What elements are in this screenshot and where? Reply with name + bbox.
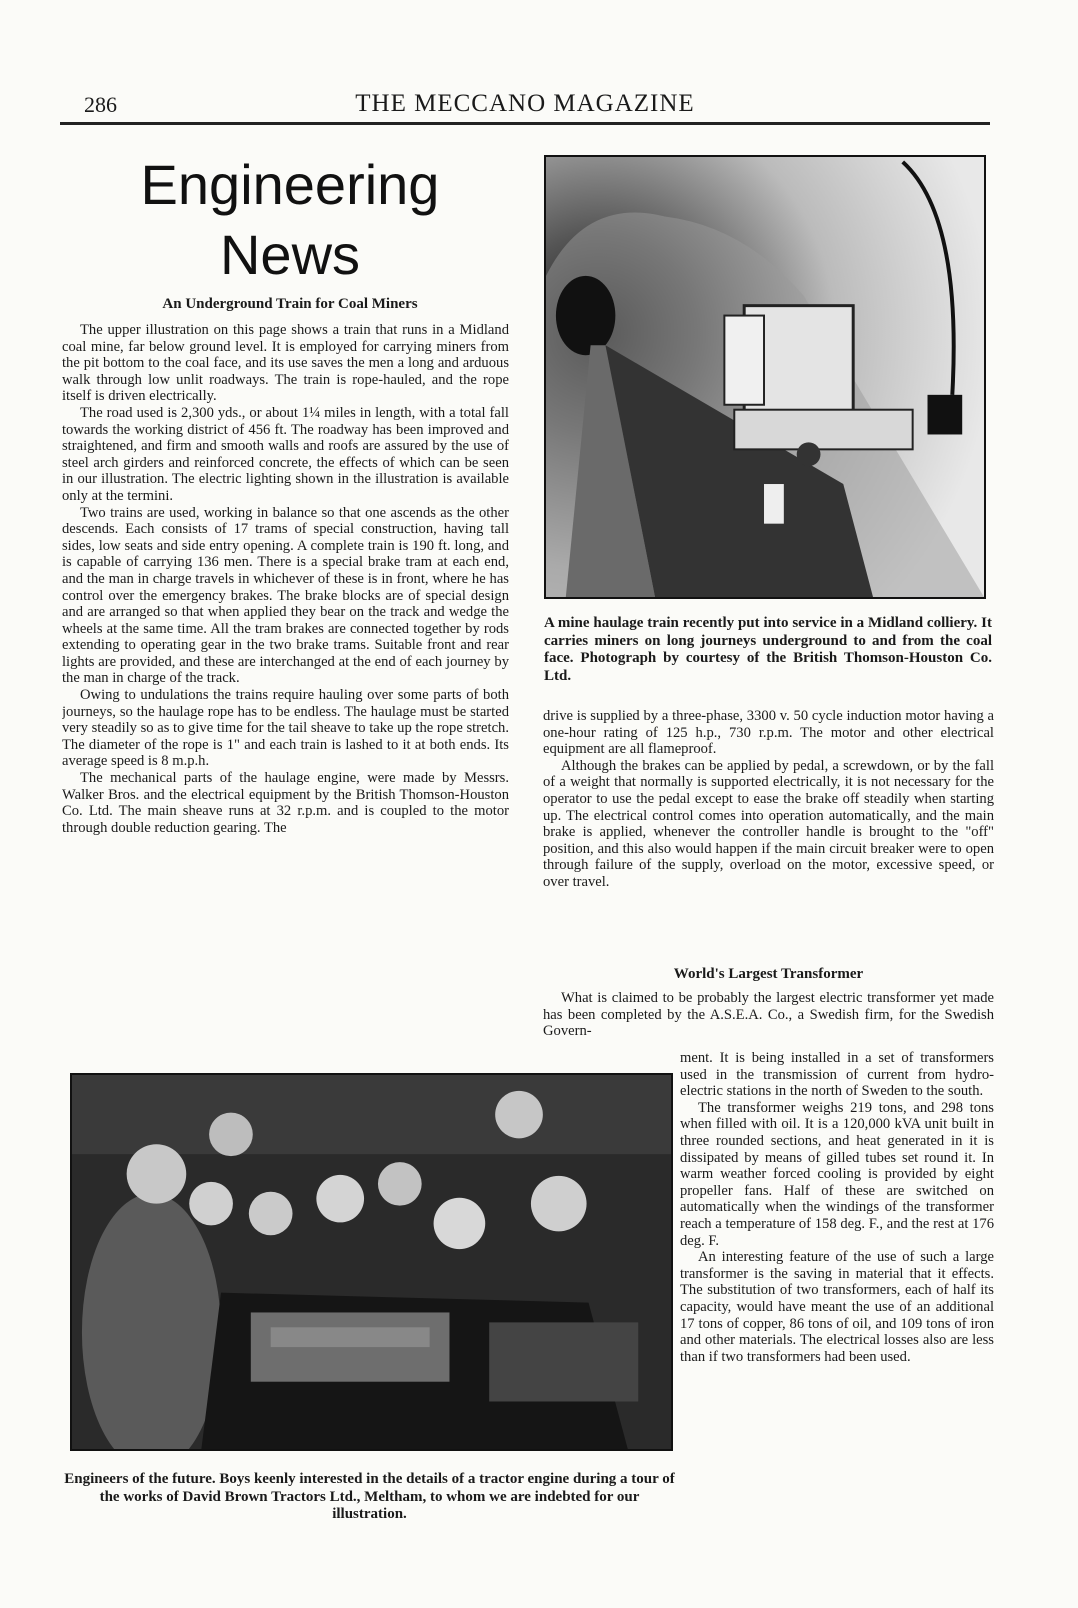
figure2-caption: Engineers of the future. Boys keenly interested in the details of a tractor engine during a tour of the works of David Brown Tractors Ltd., Meltham, to whom we are indebted for our illustration. [64, 1471, 675, 1522]
page-number: 286 [84, 92, 117, 117]
section-title-line1: Engineering [140, 153, 440, 216]
article2-paragraph: The transformer weighs 219 tons, and 298 tons when filled with oil. It is a 120,000 kVA unit built in three rounded sections, and heat generated in it is dissipated by means of gilled tubes set round it. In warm weather forced cooling is provided by eight propeller fans. Half of these are switched on automatically when the windings of the transformer reach a temperature of 158 deg. F., and the rest at 176 deg. F. [680, 1099, 994, 1249]
section-title [110, 150, 470, 290]
article1-paragraph: The road used is 2,300 yds., or about 1¼ miles in length, with a total fall towards the working district of 456 ft. The roadway has been improved and straightened, and firm and smooth walls and roofs are assured by the use of steel arch girders and reinforced concrete, the effects of which can be seen in our illustration. The electric lighting shown in the illustration is available only at the termini. [62, 404, 509, 504]
article1-paragraph: The mechanical parts of the haulage engine, were made by Messrs. Walker Bros. and the electrical equipment by the British Thomson-Houston Co. Ltd. The main sheave runs at 32 r.p.m. and is coupled to the motor through double reduction gearing. The [62, 770, 509, 836]
article1-column2 [543, 708, 994, 964]
article1-column1 [62, 322, 509, 1042]
article2-column [680, 1050, 994, 1530]
page-header [60, 88, 990, 118]
article1-paragraph: Although the brakes can be applied by pedal, a screwdown, or by the fall of a weight that normally is supported electrically, it is not necessary for the operator to use the pedal except to ease the brake off steadily when starting up. The electrical control comes into operation automatically, and the main brake is applied, whenever the controller handle is brought to the "off" position, and this also would happen if the main circuit breaker were to open through failure of the supply, overload on the motor, excessive speed, or over travel. [543, 757, 994, 890]
article1-paragraph: Owing to undulations the trains require hauling over some parts of both journeys, so the haulage rope has to be endless. The haulage must be started very steadily so as to give time for the tail sheave to take up the rope stretch. The diameter of the rope is 1" and each train is lashed to it at both ends. Its average speed is 8 m.p.h. [62, 687, 509, 770]
article2-paragraph: ment. It is being installed in a set of transformers used in the transmission of current from hydro-electric stations in the north of Sweden to the south. [680, 1050, 994, 1100]
section-title-line2: News [219, 223, 361, 286]
article1-heading: An Underground Train for Coal Miners [162, 296, 418, 312]
magazine-title: THE MECCANO MAGAZINE [355, 90, 695, 117]
article2-heading: World's Largest Transformer [673, 966, 864, 982]
article2-paragraph: What is claimed to be probably the largest electric transformer yet made has been completed by the A.S.E.A. Co., a Swedish firm, for the Swedish Govern- [543, 990, 994, 1040]
article1-paragraph: Two trains are used, working in balance so that one ascends as the other descends. Each consists of 17 trams of special construction, having tall sides, low seats and side entry opening. A complete train is 190 ft. long, and is capable of carrying 136 men. There is a special brake tram at each end, and the man in charge travels in whichever of these is in front, where he has control over the emergency brakes. The brake blocks are of special design and are arranged so that when applied they bear on the track and wedge the wheels at the same time. All the tram brakes are connected together by rods extending to operating gear in the two brake trams. Suitable front and rear lights are provided, and these are interchanged at the end of each journey by the man in charge of the track. [62, 504, 509, 687]
header-rule [60, 122, 990, 125]
article2-paragraph: An interesting feature of the use of such a large transformer is the saving in material that it effects. The substitution of two transformers, each of half its capacity, would have meant the use of an additional 17 tons of copper, 86 tons of oil, and 109 tons of iron and other materials. The electrical losses also are less than if two transformers had been used. [680, 1249, 994, 1365]
tractor-tour-photo [70, 1073, 673, 1451]
mine-train-photo [544, 155, 986, 599]
article2-intro [543, 990, 994, 1050]
article1-paragraph: The upper illustration on this page shows a train that runs in a Midland coal mine, far below ground level. It is employed for carrying miners from the pit bottom to the coal face, and its use saves the men a long and arduous walk through low unlit roadways. The train is rope-hauled, and the rope itself is driven electrically. [62, 322, 509, 405]
figure1-caption: A mine haulage train recently put into service in a Midland colliery. It carries miners on long journeys underground to and from the coal face. Photograph by courtesy of the British Thomson-Houston Co. Ltd. [544, 615, 992, 684]
article1-paragraph: drive is supplied by a three-phase, 3300 v. 50 cycle induction motor having a one-hour rating of 125 h.p., 730 r.p.m. The motor and other electrical equipment are all flameproof. [543, 708, 994, 758]
